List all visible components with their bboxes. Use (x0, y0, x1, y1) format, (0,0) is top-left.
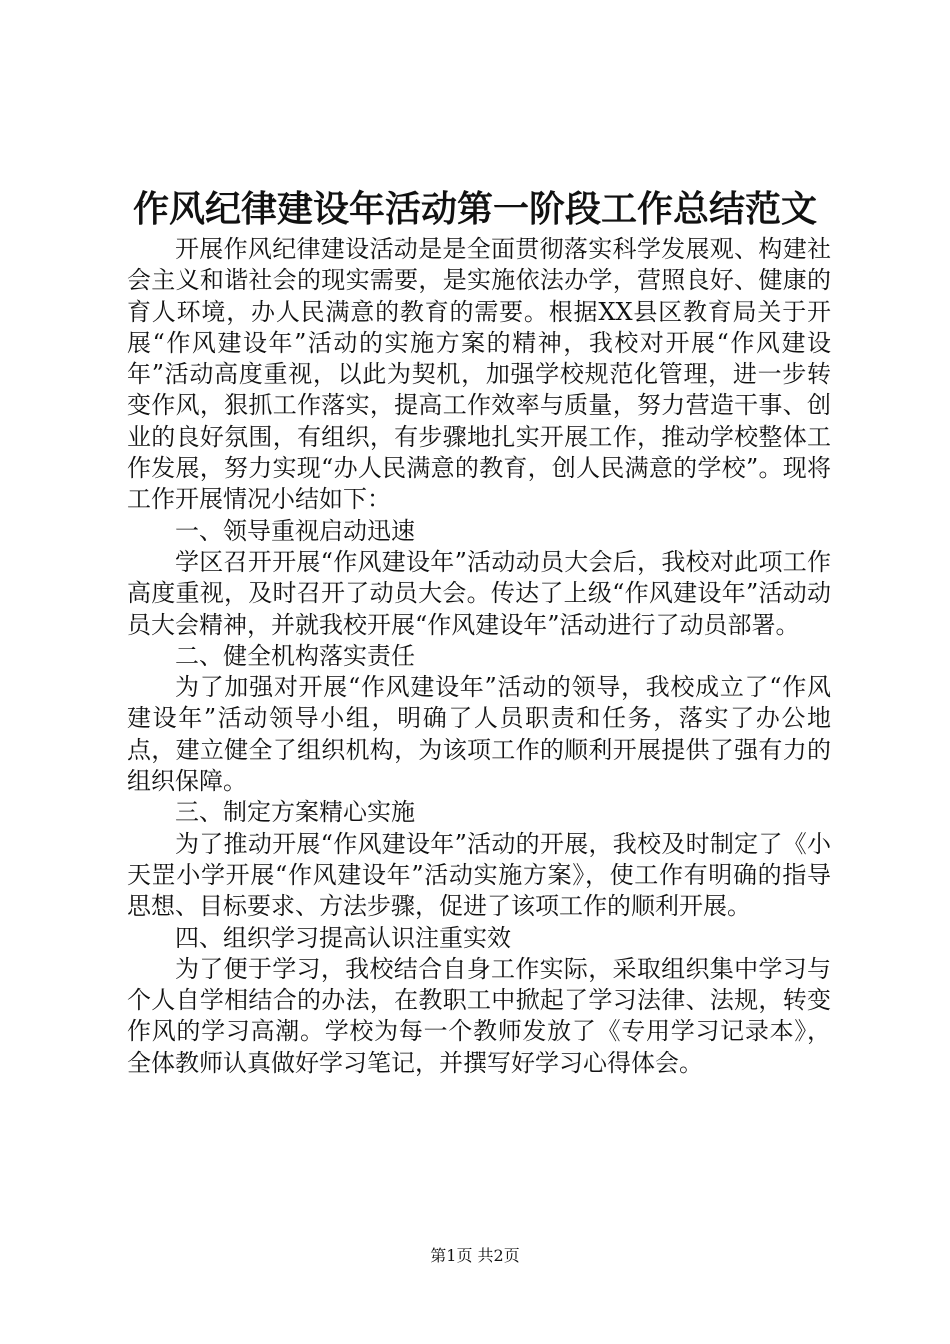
section-paragraph-3: 为了推动开展“作风建设年”活动的开展，我校及时制定了《小天罡小学开展“作风建设年”活动实施方案》，使工作有明确的指导思想、目标要求、方法步骤，促进了该项工作的顺利开展。 (127, 829, 831, 921)
page-footer: 第1页 共2页 (430, 1246, 520, 1265)
section-heading-4: 四、组织学习提高认识注重实效 (175, 923, 511, 952)
document-body (127, 234, 831, 1079)
section-heading-2: 二、健全机构落实责任 (175, 641, 415, 670)
section-heading-3: 三、制定方案精心实施 (175, 798, 415, 827)
section-paragraph-1: 学区召开开展“作风建设年”活动动员大会后，我校对此项工作高度重视，及时召开了动员大会。传达了上级“作风建设年”活动动员大会精神，并就我校开展“作风建设年”活动进行了动员部署。 (127, 547, 831, 639)
section-paragraph-4: 为了便于学习，我校结合自身工作实际，采取组织集中学习与个人自学相结合的办法，在教职工中掀起了学习法律、法规，转变作风的学习高潮。学校为每一个教师发放了《专用学习记录本》，全体教师认真做好学习笔记，并撰写好学习心得体会。 (127, 954, 831, 1077)
section-paragraph-2: 为了加强对开展“作风建设年”活动的领导，我校成立了“作风建设年”活动领导小组，明确了人员职责和任务，落实了办公地点，建立健全了组织机构，为该项工作的顺利开展提供了强有力的组织保障。 (127, 673, 831, 796)
section-heading-1: 一、领导重视启动迅速 (175, 516, 415, 545)
intro-paragraph: 开展作风纪律建设活动是是全面贯彻落实科学发展观、构建社会主义和谐社会的现实需要，是实施依法办学，营照良好、健康的育人环境，办人民满意的教育的需要。根据XX县区教育局关于开展“作风建设年”活动的实施方案的精神，我校对开展“作风建设年”活动高度重视，以此为契机，加强学校规范化管理，进一步转变作风，狠抓工作落实，提高工作效率与质量，努力营造干事、创业的良好氛围，有组织，有步骤地扎实开展工作，推动学校整体工作发展，努力实现“办人民满意的教育，创人民满意的学校”。现将工作开展情况小结如下： (127, 235, 831, 514)
document-title: 作风纪律建设年活动第一阶段工作总结范文 (132, 188, 817, 230)
